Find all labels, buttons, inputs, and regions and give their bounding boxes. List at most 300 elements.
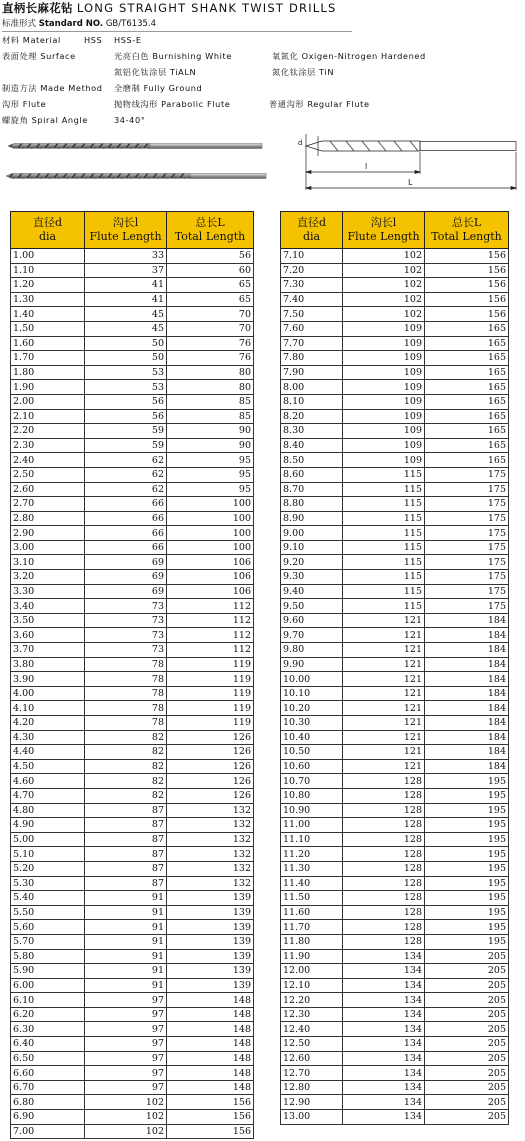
cell-total-length: 195	[425, 818, 509, 833]
table-row	[11, 993, 254, 1008]
table-row	[11, 249, 254, 264]
cell-diameter: 12.60	[281, 1051, 343, 1066]
table-row	[11, 891, 254, 906]
cell-flute-length: 82	[85, 774, 167, 789]
cell-total-length: 112	[167, 599, 254, 614]
cell-diameter: 11.00	[281, 818, 343, 833]
table-row	[11, 949, 254, 964]
cell-flute-length: 66	[85, 526, 167, 541]
cell-flute-length: 102	[85, 1124, 167, 1139]
cell-diameter: 10.90	[281, 803, 343, 818]
table-row	[11, 365, 254, 380]
cell-diameter: 11.10	[281, 832, 343, 847]
cell-flute-length: 56	[85, 394, 167, 409]
table-row	[11, 263, 254, 278]
cell-total-length: 80	[167, 380, 254, 395]
cell-flute-length: 91	[85, 891, 167, 906]
cell-total-length: 184	[425, 643, 509, 658]
table-row	[11, 978, 254, 993]
cell-total-length: 70	[167, 307, 254, 322]
cell-diameter: 9.40	[281, 584, 343, 599]
cell-flute-length: 37	[85, 263, 167, 278]
cell-flute-length: 41	[85, 278, 167, 293]
cell-flute-length: 128	[343, 818, 425, 833]
cell-total-length: 205	[425, 1051, 509, 1066]
table-row	[11, 599, 254, 614]
cell-diameter: 6.80	[11, 1095, 85, 1110]
cell-diameter: 11.50	[281, 891, 343, 906]
cell-flute-length: 97	[85, 1051, 167, 1066]
cell-flute-length: 115	[343, 540, 425, 555]
cell-flute-length: 134	[343, 1037, 425, 1052]
table-row	[11, 861, 254, 876]
cell-flute-length: 115	[343, 555, 425, 570]
cell-diameter: 4.00	[11, 686, 85, 701]
flute-regular: 普通沟形 Regular Flute	[269, 99, 370, 109]
table-row	[281, 278, 509, 293]
standard-label-cn: 标准形式	[2, 19, 37, 29]
table-row	[281, 628, 509, 643]
cell-total-length: 175	[425, 482, 509, 497]
cell-flute-length: 109	[343, 321, 425, 336]
cell-total-length: 148	[167, 1037, 254, 1052]
cell-flute-length: 128	[343, 847, 425, 862]
cell-flute-length: 78	[85, 672, 167, 687]
table-row	[281, 482, 509, 497]
cell-diameter: 10.30	[281, 716, 343, 731]
table-row	[11, 1022, 254, 1037]
cell-diameter: 2.50	[11, 467, 85, 482]
cell-flute-length: 59	[85, 438, 167, 453]
cell-flute-length: 33	[85, 249, 167, 264]
cell-total-length: 90	[167, 438, 254, 453]
cell-diameter: 6.50	[11, 1051, 85, 1066]
cell-diameter: 4.50	[11, 759, 85, 774]
cell-flute-length: 102	[343, 307, 425, 322]
table-row	[11, 540, 254, 555]
title-en: LONG STRAIGHT SHANK TWIST DRILLS	[76, 1, 337, 15]
cell-flute-length: 69	[85, 584, 167, 599]
table-row	[11, 467, 254, 482]
cell-flute-length: 82	[85, 788, 167, 803]
table-row	[281, 818, 509, 833]
cell-flute-length: 45	[85, 321, 167, 336]
cell-flute-length: 121	[343, 628, 425, 643]
table-row	[11, 905, 254, 920]
cell-total-length: 148	[167, 1007, 254, 1022]
table-row	[11, 278, 254, 293]
material-hsse: HSS-E	[114, 35, 142, 45]
table-row	[281, 730, 509, 745]
cell-flute-length: 109	[343, 453, 425, 468]
cell-total-length: 148	[167, 1066, 254, 1081]
cell-diameter: 2.60	[11, 482, 85, 497]
table-row	[281, 584, 509, 599]
cell-diameter: 12.20	[281, 993, 343, 1008]
cell-flute-length: 50	[85, 336, 167, 351]
cell-diameter: 11.90	[281, 949, 343, 964]
cell-flute-length: 134	[343, 1110, 425, 1125]
method-label: 制造方法 Made Method	[2, 83, 103, 93]
table-row	[11, 686, 254, 701]
cell-total-length: 175	[425, 497, 509, 512]
table-row	[281, 599, 509, 614]
cell-flute-length: 73	[85, 628, 167, 643]
cell-flute-length: 134	[343, 1022, 425, 1037]
cell-flute-length: 109	[343, 438, 425, 453]
table-row	[11, 409, 254, 424]
table-row	[281, 643, 509, 658]
cell-total-length: 156	[425, 278, 509, 293]
cell-diameter: 8.40	[281, 438, 343, 453]
cell-diameter: 12.40	[281, 1022, 343, 1037]
table-row	[11, 584, 254, 599]
col-flute-length-header: 沟长l Flute Length	[85, 212, 167, 249]
cell-total-length: 165	[425, 438, 509, 453]
dim-label-d: d	[298, 139, 303, 147]
table-row	[11, 964, 254, 979]
cell-total-length: 165	[425, 409, 509, 424]
table-row	[281, 993, 509, 1008]
table-row	[281, 861, 509, 876]
cell-total-length: 119	[167, 672, 254, 687]
cell-flute-length: 134	[343, 993, 425, 1008]
cell-diameter: 11.80	[281, 934, 343, 949]
cell-diameter: 1.80	[11, 365, 85, 380]
cell-total-length: 165	[425, 351, 509, 366]
cell-total-length: 70	[167, 321, 254, 336]
cell-diameter: 1.10	[11, 263, 85, 278]
cell-total-length: 175	[425, 599, 509, 614]
cell-flute-length: 97	[85, 1022, 167, 1037]
cell-diameter: 7.20	[281, 263, 343, 278]
table-row	[11, 920, 254, 935]
cell-total-length: 175	[425, 511, 509, 526]
cell-total-length: 139	[167, 920, 254, 935]
cell-flute-length: 109	[343, 424, 425, 439]
cell-flute-length: 69	[85, 570, 167, 585]
table-row	[281, 526, 509, 541]
cell-total-length: 184	[425, 628, 509, 643]
cell-flute-length: 134	[343, 1080, 425, 1095]
cell-total-length: 60	[167, 263, 254, 278]
table-row	[281, 365, 509, 380]
cell-flute-length: 102	[343, 292, 425, 307]
table-row	[281, 511, 509, 526]
surface-label: 表面处理 Surface	[2, 51, 76, 61]
cell-total-length: 205	[425, 993, 509, 1008]
cell-flute-length: 73	[85, 613, 167, 628]
table-row	[11, 832, 254, 847]
table-row	[11, 1066, 254, 1081]
cell-flute-length: 97	[85, 1007, 167, 1022]
cell-diameter: 5.70	[11, 934, 85, 949]
cell-diameter: 10.60	[281, 759, 343, 774]
cell-total-length: 65	[167, 278, 254, 293]
cell-flute-length: 69	[85, 555, 167, 570]
drill-table-right	[280, 211, 509, 1125]
cell-diameter: 2.00	[11, 394, 85, 409]
cell-flute-length: 73	[85, 643, 167, 658]
cell-diameter: 12.50	[281, 1037, 343, 1052]
table-row	[281, 263, 509, 278]
table-row	[281, 920, 509, 935]
table-row	[11, 774, 254, 789]
table-row	[281, 964, 509, 979]
table-row	[281, 949, 509, 964]
table-header-row	[281, 212, 509, 249]
spiral-row	[2, 112, 523, 128]
cell-total-length: 85	[167, 409, 254, 424]
table-row	[11, 497, 254, 512]
cell-flute-length: 128	[343, 861, 425, 876]
cell-diameter: 7.10	[281, 249, 343, 264]
cell-total-length: 195	[425, 788, 509, 803]
cell-diameter: 10.10	[281, 686, 343, 701]
cell-diameter: 11.20	[281, 847, 343, 862]
cell-total-length: 119	[167, 686, 254, 701]
cell-diameter: 6.40	[11, 1037, 85, 1052]
cell-flute-length: 91	[85, 978, 167, 993]
cell-flute-length: 128	[343, 876, 425, 891]
cell-diameter: 2.70	[11, 497, 85, 512]
table-row	[11, 482, 254, 497]
cell-diameter: 4.30	[11, 730, 85, 745]
dim-label-l: l	[365, 162, 368, 171]
cell-diameter: 6.20	[11, 1007, 85, 1022]
cell-flute-length: 109	[343, 351, 425, 366]
cell-flute-length: 102	[343, 278, 425, 293]
table-row	[11, 876, 254, 891]
cell-total-length: 175	[425, 584, 509, 599]
cell-total-length: 195	[425, 934, 509, 949]
cell-diameter: 9.30	[281, 570, 343, 585]
cell-flute-length: 82	[85, 730, 167, 745]
cell-diameter: 4.60	[11, 774, 85, 789]
table-row	[11, 511, 254, 526]
cell-flute-length: 134	[343, 949, 425, 964]
cell-total-length: 175	[425, 540, 509, 555]
table-row	[11, 613, 254, 628]
table-row	[281, 497, 509, 512]
surface-burnishing: 光亮白色 Burnishing White	[114, 51, 232, 61]
cell-flute-length: 102	[343, 249, 425, 264]
table-row	[11, 788, 254, 803]
table-row	[11, 526, 254, 541]
cell-total-length: 119	[167, 657, 254, 672]
cell-total-length: 85	[167, 394, 254, 409]
cell-diameter: 4.70	[11, 788, 85, 803]
cell-diameter: 12.90	[281, 1095, 343, 1110]
cell-total-length: 184	[425, 730, 509, 745]
cell-total-length: 205	[425, 1095, 509, 1110]
cell-total-length: 119	[167, 716, 254, 731]
drill-drawing	[0, 130, 525, 210]
cell-total-length: 165	[425, 394, 509, 409]
cell-diameter: 3.50	[11, 613, 85, 628]
cell-flute-length: 78	[85, 701, 167, 716]
table-row	[281, 336, 509, 351]
cell-flute-length: 121	[343, 672, 425, 687]
cell-total-length: 175	[425, 555, 509, 570]
cell-total-length: 106	[167, 555, 254, 570]
cell-diameter: 6.30	[11, 1022, 85, 1037]
drill-photo-top	[8, 144, 262, 149]
table-row	[11, 1037, 254, 1052]
spec-header	[2, 0, 523, 128]
cell-total-length: 156	[425, 263, 509, 278]
cell-total-length: 90	[167, 424, 254, 439]
method-value: 全磨制 Fully Ground	[114, 83, 203, 93]
cell-total-length: 126	[167, 730, 254, 745]
table-row	[281, 292, 509, 307]
cell-total-length: 132	[167, 847, 254, 862]
cell-flute-length: 45	[85, 307, 167, 322]
cell-total-length: 100	[167, 526, 254, 541]
cell-total-length: 156	[167, 1095, 254, 1110]
cell-flute-length: 115	[343, 511, 425, 526]
cell-total-length: 165	[425, 380, 509, 395]
table-row	[281, 832, 509, 847]
cell-flute-length: 87	[85, 861, 167, 876]
cell-flute-length: 115	[343, 599, 425, 614]
table-row	[281, 321, 509, 336]
cell-flute-length: 97	[85, 1037, 167, 1052]
cell-total-length: 148	[167, 993, 254, 1008]
cell-diameter: 6.70	[11, 1080, 85, 1095]
cell-flute-length: 128	[343, 788, 425, 803]
cell-flute-length: 91	[85, 949, 167, 964]
cell-diameter: 10.80	[281, 788, 343, 803]
table-row	[281, 1110, 509, 1125]
table-row	[11, 1124, 254, 1139]
cell-flute-length: 115	[343, 570, 425, 585]
cell-flute-length: 78	[85, 657, 167, 672]
method-row	[2, 80, 523, 96]
cell-diameter: 1.60	[11, 336, 85, 351]
table-row	[281, 1007, 509, 1022]
cell-total-length: 156	[167, 1110, 254, 1125]
table-row	[11, 643, 254, 658]
cell-diameter: 4.80	[11, 803, 85, 818]
cell-diameter: 9.60	[281, 613, 343, 628]
surface-row-1	[2, 48, 523, 64]
cell-diameter: 11.70	[281, 920, 343, 935]
table-row	[281, 847, 509, 862]
table-row	[11, 934, 254, 949]
cell-flute-length: 134	[343, 1066, 425, 1081]
cell-total-length: 126	[167, 788, 254, 803]
cell-total-length: 112	[167, 643, 254, 658]
table-header-row	[11, 212, 254, 249]
table-row	[281, 716, 509, 731]
surface-oxi-nitrogen: 氧氮化 Oxigen-Nitrogen Hardened	[272, 51, 426, 61]
cell-flute-length: 78	[85, 686, 167, 701]
cell-total-length: 184	[425, 745, 509, 760]
table-row	[281, 978, 509, 993]
cell-flute-length: 109	[343, 394, 425, 409]
col-total-length-header: 总长L Total Length	[425, 212, 509, 249]
cell-diameter: 13.00	[281, 1110, 343, 1125]
cell-diameter: 6.00	[11, 978, 85, 993]
cell-diameter: 3.90	[11, 672, 85, 687]
cell-flute-length: 128	[343, 934, 425, 949]
cell-flute-length: 128	[343, 905, 425, 920]
table-row	[281, 409, 509, 424]
cell-flute-length: 50	[85, 351, 167, 366]
cell-diameter: 3.40	[11, 599, 85, 614]
table-row	[281, 467, 509, 482]
cell-diameter: 3.80	[11, 657, 85, 672]
cell-diameter: 2.90	[11, 526, 85, 541]
cell-total-length: 175	[425, 570, 509, 585]
cell-flute-length: 53	[85, 380, 167, 395]
cell-diameter: 7.80	[281, 351, 343, 366]
cell-total-length: 119	[167, 701, 254, 716]
cell-total-length: 100	[167, 511, 254, 526]
cell-diameter: 6.60	[11, 1066, 85, 1081]
cell-diameter: 2.10	[11, 409, 85, 424]
cell-flute-length: 91	[85, 934, 167, 949]
cell-diameter: 9.50	[281, 599, 343, 614]
material-row	[2, 32, 523, 48]
cell-flute-length: 134	[343, 1095, 425, 1110]
cell-diameter: 5.90	[11, 964, 85, 979]
cell-total-length: 195	[425, 876, 509, 891]
table-row	[11, 424, 254, 439]
cell-diameter: 7.50	[281, 307, 343, 322]
cell-diameter: 9.00	[281, 526, 343, 541]
drill-photo-bottom	[6, 174, 266, 179]
cell-flute-length: 87	[85, 832, 167, 847]
cell-flute-length: 97	[85, 1066, 167, 1081]
table-row	[11, 336, 254, 351]
cell-total-length: 112	[167, 628, 254, 643]
cell-flute-length: 78	[85, 716, 167, 731]
cell-total-length: 106	[167, 570, 254, 585]
cell-flute-length: 128	[343, 920, 425, 935]
cell-diameter: 9.20	[281, 555, 343, 570]
cell-diameter: 4.40	[11, 745, 85, 760]
cell-total-length: 184	[425, 657, 509, 672]
table-row	[281, 453, 509, 468]
cell-total-length: 205	[425, 1110, 509, 1125]
cell-total-length: 132	[167, 832, 254, 847]
table-row	[281, 1037, 509, 1052]
cell-diameter: 7.60	[281, 321, 343, 336]
cell-diameter: 8.90	[281, 511, 343, 526]
cell-diameter: 3.10	[11, 555, 85, 570]
cell-flute-length: 91	[85, 964, 167, 979]
cell-diameter: 1.20	[11, 278, 85, 293]
cell-flute-length: 102	[85, 1110, 167, 1125]
cell-flute-length: 128	[343, 891, 425, 906]
table-row	[11, 394, 254, 409]
cell-diameter: 8.20	[281, 409, 343, 424]
cell-diameter: 3.30	[11, 584, 85, 599]
cell-diameter: 12.70	[281, 1066, 343, 1081]
cell-flute-length: 109	[343, 409, 425, 424]
cell-total-length: 80	[167, 365, 254, 380]
table-row	[11, 803, 254, 818]
table-row	[281, 570, 509, 585]
cell-diameter: 11.60	[281, 905, 343, 920]
cell-total-length: 184	[425, 716, 509, 731]
table-row	[11, 759, 254, 774]
cell-flute-length: 121	[343, 701, 425, 716]
cell-diameter: 12.10	[281, 978, 343, 993]
col-total-length-header: 总长L Total Length	[167, 212, 254, 249]
